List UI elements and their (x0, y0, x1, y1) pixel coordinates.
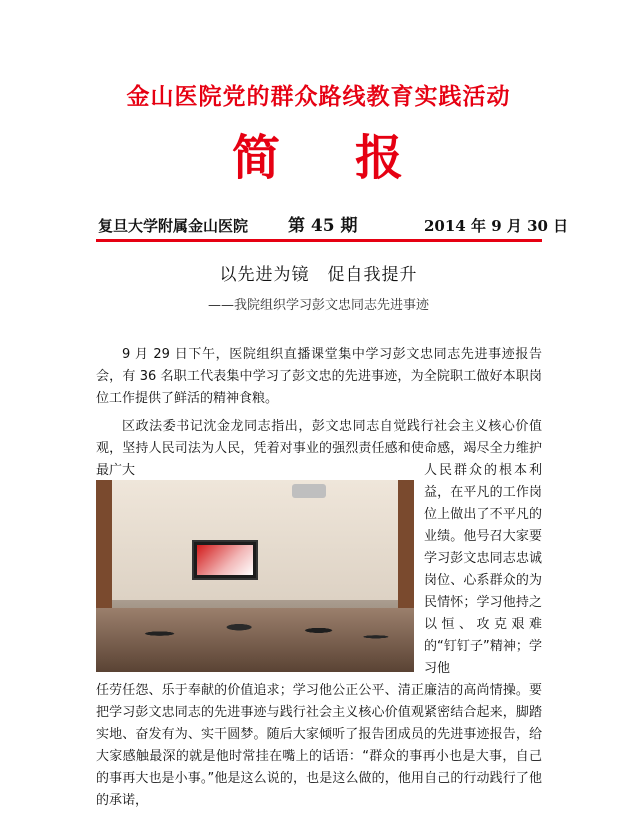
issue-number: 第 45 期 (288, 216, 358, 236)
organization-title: 金山医院党的群众路线教育实践活动 (126, 84, 511, 110)
bulletin-title-char-1: 简 (232, 130, 281, 186)
projector-icon (292, 484, 326, 498)
paragraph-2-side: 人民群众的根本利益，在平凡的工作岗位上做出了不平凡的业绩。他号召大家要学习彭文忠同志忠诚岗位、心系群众的为民情怀；学习他持之以恒、攻克艰难的“钉钉子”精神；学习他 (424, 463, 542, 676)
paragraph-1: 9 月 29 日下午，医院组织直播课堂集中学习彭文忠同志先进事迹报告会，有 36 名职工代表集中学习了彭文忠的先进事迹，为全院职工做好本职岗位工作提供了鲜活的精神食粮。 (96, 347, 542, 406)
paragraph-2-bottom: 任劳任怨、乐于奉献的价值追求；学习他公正公平、清正廉洁的高尚情操。要把学习彭文忠同志的先进事迹与践行社会主义核心价值观紧密结合起来，脚踏实地、奋发有为、实干圆梦。随后大家倾听了报告团成员的先进事迹报告，给大家感触最深的就是他时常挂在嘴上的话语：“群众的事再小也是大事，自己的事再大也是小事。”他是这么说的，也是这么做的，他用自己的行动践行了他的承诺， (96, 683, 542, 808)
photo-audience (96, 608, 414, 672)
header-divider (96, 239, 542, 242)
article-subheadline: ——我院组织学习彭文忠同志先进事迹 (207, 298, 429, 313)
bulletin-title-char-2: 报 (355, 130, 404, 186)
tv-screen (192, 540, 258, 580)
paragraph-2-top: 区政法委书记沈金龙同志指出，彭文忠同志自觉践行社会主义核心价值观，坚持人民司法为人民，凭着对事业的强烈责任感和使命感，竭尽全力维护最广大 (96, 419, 542, 478)
publish-date: 2014 年 9 月 30 日 (424, 217, 569, 235)
tv-display (197, 545, 253, 575)
publisher-name: 复旦大学附属金山医院 (98, 217, 249, 235)
article-headline: 以先进为镜 促自我提升 (219, 265, 418, 285)
meeting-photo (96, 480, 414, 672)
